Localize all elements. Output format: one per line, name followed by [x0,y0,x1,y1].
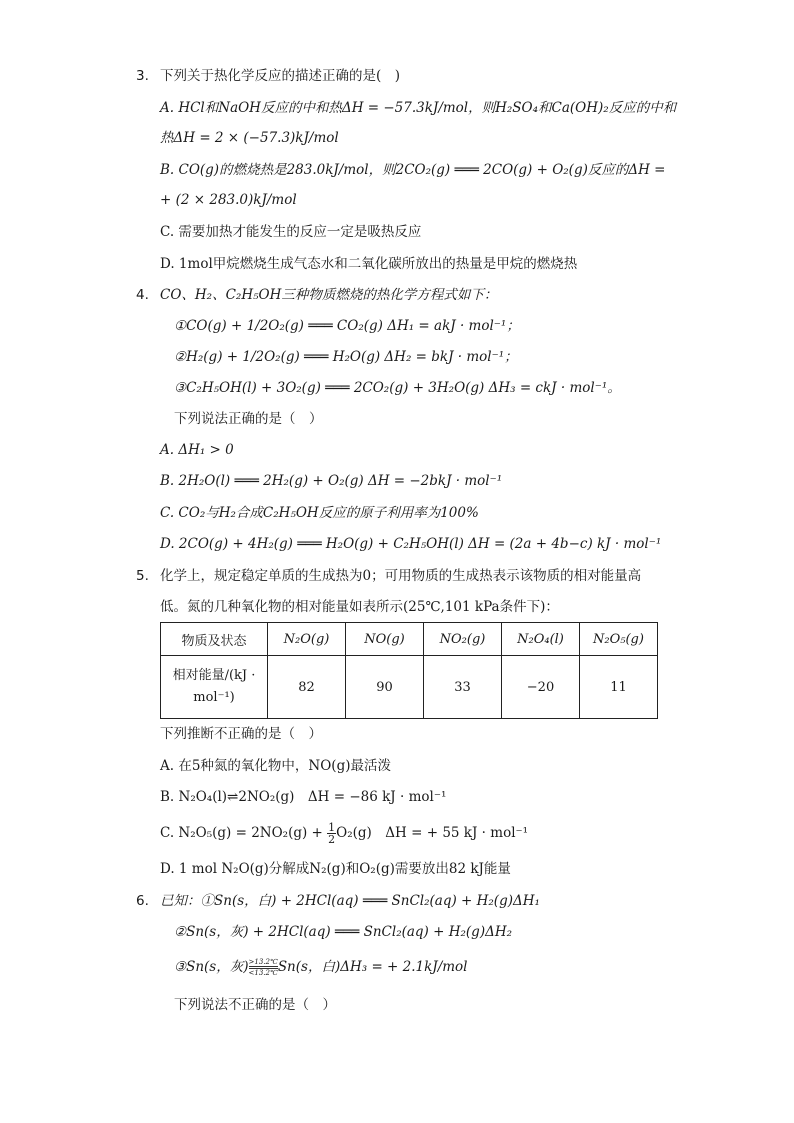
question-5-option-c [160,822,528,845]
question-5-stem-line2: 低。氮的几种氧化物的相对能量如表所示(25℃,101 kPa条件下)： [160,599,559,615]
table-row [161,656,658,719]
question-6-ask: 下列说法不正确的是（ ） [174,997,336,1013]
question-4-equation-1: ①CO(g) + 1/2O₂(g) ═══ CO₂(g) ΔH₁ = akJ · mol⁻¹； [174,318,520,334]
table-header-row [161,623,658,656]
option-c-left: C. N₂O₅(g) = 2NO₂(g) + [160,825,328,841]
table-cell-no2: 33 [424,656,502,719]
question-4-equation-3: ③C₂H₅OH(l) + 3O₂(g) ═══ 2CO₂(g) + 3H₂O(g) ΔH₃ = ckJ · mol⁻¹。 [174,380,621,396]
question-4-number: 4. [136,287,149,303]
question-5-option-d: D. 1 mol N₂O(g)分解成N₂(g)和O₂(g)需要放出82 kJ能量 [160,861,511,877]
table-header-substance: 物质及状态 [161,623,268,656]
question-5-ask: 下列推断不正确的是（ ） [160,726,322,742]
question-3-stem: 下列关于热化学反应的描述正确的是( ) [160,68,401,84]
question-3-option-a-line2: 热ΔH = 2 × (−57.3)kJ/mol [160,130,339,146]
table-cell-n2o: 82 [268,656,346,719]
table-header-n2o5: N₂O₅(g) [580,623,658,656]
question-4-stem: CO、H₂、C₂H₅OH三种物质燃烧的热化学方程式如下： [160,287,498,303]
question-3-option-c: C. 需要加热才能发生的反应一定是吸热反应 [160,224,422,240]
table-row-label-relative-energy: 相对能量/(kJ · mol⁻¹) [161,656,268,719]
question-4-option-b: B. 2H₂O(l) ═══ 2H₂(g) + O₂(g) ΔH = −2bkJ · mol⁻¹ [160,473,503,489]
relative-energy-table [160,622,658,719]
eq3-left: ③Sn(s，灰) [174,959,249,975]
question-5-option-b: B. N₂O₄(l)⇌2NO₂(g) ΔH = −86 kJ · mol⁻¹ [160,789,447,805]
question-5-option-a: A. 在5种氮的氧化物中，NO(g)最活泼 [160,758,391,774]
question-3-number: 3. [136,68,149,84]
table-cell-n2o4: −20 [502,656,580,719]
reversible-arrow-with-conditions [249,958,278,977]
question-6-number: 6. [136,893,149,909]
question-4-option-d: D. 2CO(g) + 4H₂(g) ═══ H₂O(g) + C₂H₅OH(l) ΔH = (2a + 4b−c) kJ · mol⁻¹ [160,536,662,552]
arrow-bottom-condition: <13.2℃ [248,969,278,977]
fraction-numerator: 1 [328,821,336,834]
option-c-right: O₂(g) ΔH = + 55 kJ · mol⁻¹ [336,825,529,841]
question-3-option-d: D. 1mol甲烷燃烧生成气态水和二氧化碳所放出的热量是甲烷的燃烧热 [160,256,578,272]
table-cell-no: 90 [346,656,424,719]
table-header-n2o: N₂O(g) [268,623,346,656]
arrow-top-condition: >13.2℃ [248,958,278,966]
question-5-stem-line1: 化学上，规定稳定单质的生成热为0；可用物质的生成热表示该物质的相对能量高 [160,568,642,584]
eq3-right: Sn(s，白)ΔH₃ = + 2.1kJ/mol [277,959,468,975]
question-3-option-a-line1: A. HCl和NaOH反应的中和热ΔH = −57.3kJ/mol，则H₂SO₄和Ca(OH)₂反应的中和 [160,100,677,116]
question-5-number: 5. [136,568,149,584]
question-4-option-a: A. ΔH₁ > 0 [160,442,234,458]
question-6-stem: 已知：①Sn(s，白) + 2HCl(aq) ═══ SnCl₂(aq) + H₂(g)ΔH₁ [160,893,540,909]
table-header-no2: NO₂(g) [424,623,502,656]
fraction-one-half [327,822,336,845]
table-header-no: NO(g) [346,623,424,656]
question-4-option-c: C. CO₂与H₂合成C₂H₅OH反应的原子利用率为100% [160,505,479,521]
fraction-denominator: 2 [328,833,336,846]
table-cell-n2o5: 11 [580,656,658,719]
question-6-equation-3 [174,958,468,977]
question-4-equation-2: ②H₂(g) + 1/2O₂(g) ═══ H₂O(g) ΔH₂ = bkJ · mol⁻¹； [174,349,518,365]
table-header-n2o4: N₂O₄(l) [502,623,580,656]
question-6-equation-2: ②Sn(s，灰) + 2HCl(aq) ═══ SnCl₂(aq) + H₂(g)ΔH₂ [174,924,513,940]
question-4-ask: 下列说法正确的是（ ） [174,411,323,427]
question-3-option-b-line1: B. CO(g)的燃烧热是283.0kJ/mol，则2CO₂(g) ═══ 2CO(g) + O₂(g)反应的ΔH = [160,162,666,178]
question-3-option-b-line2: + (2 × 283.0)kJ/mol [160,192,297,208]
